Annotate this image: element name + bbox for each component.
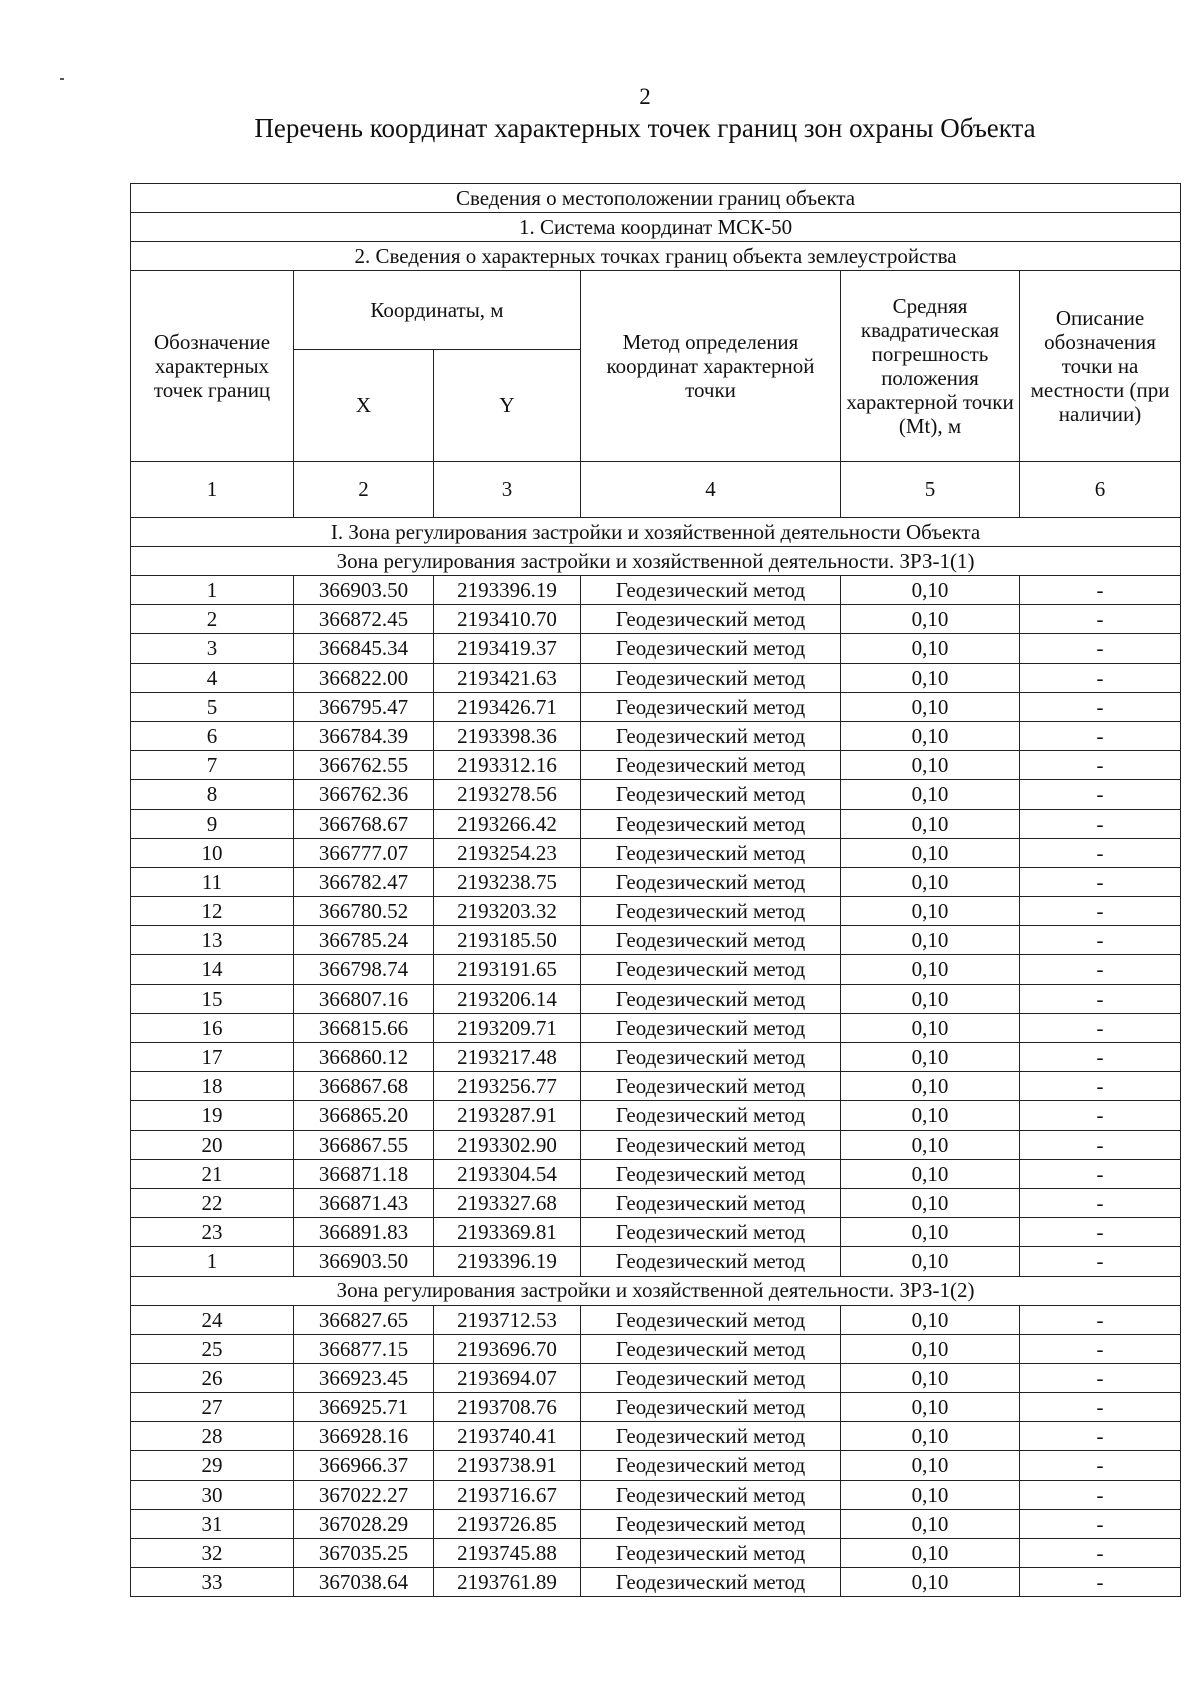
point-id: 12: [131, 897, 294, 926]
coord-x: 366966.37: [294, 1451, 434, 1480]
description: -: [1020, 926, 1181, 955]
mean-error: 0,10: [841, 1130, 1020, 1159]
table-row: [131, 1451, 1181, 1480]
description: -: [1020, 984, 1181, 1013]
description: -: [1020, 1159, 1181, 1188]
mean-error: 0,10: [841, 1363, 1020, 1392]
method: Геодезический метод: [581, 1568, 841, 1597]
col-number: 5: [841, 462, 1020, 518]
method: Геодезический метод: [581, 1159, 841, 1188]
description: -: [1020, 867, 1181, 896]
point-id: 16: [131, 1013, 294, 1042]
method: Геодезический метод: [581, 1509, 841, 1538]
coord-x: 366827.65: [294, 1305, 434, 1334]
method: Геодезический метод: [581, 1363, 841, 1392]
method: Геодезический метод: [581, 1247, 841, 1276]
zone-title: I. Зона регулирования застройки и хозяйственной деятельности Объекта: [131, 518, 1181, 547]
method: Геодезический метод: [581, 1539, 841, 1568]
method: Геодезический метод: [581, 838, 841, 867]
mean-error: 0,10: [841, 1159, 1020, 1188]
description: -: [1020, 1363, 1181, 1392]
point-id: 31: [131, 1509, 294, 1538]
coord-x: 366871.18: [294, 1159, 434, 1188]
table-row: [131, 867, 1181, 896]
coord-y: 2193254.23: [434, 838, 581, 867]
method: Геодезический метод: [581, 721, 841, 750]
coord-x: 366867.55: [294, 1130, 434, 1159]
coord-x: 367038.64: [294, 1568, 434, 1597]
description: -: [1020, 1130, 1181, 1159]
coord-y: 2193238.75: [434, 867, 581, 896]
table-row: [131, 1101, 1181, 1130]
coord-x: 366762.36: [294, 780, 434, 809]
point-id: 13: [131, 926, 294, 955]
table-row: [131, 838, 1181, 867]
description: -: [1020, 605, 1181, 634]
description: -: [1020, 721, 1181, 750]
description: -: [1020, 838, 1181, 867]
coord-x: 366815.66: [294, 1013, 434, 1042]
point-id: 18: [131, 1072, 294, 1101]
coord-x: 366867.68: [294, 1072, 434, 1101]
description: -: [1020, 1451, 1181, 1480]
coord-x: 366768.67: [294, 809, 434, 838]
col-y-header: Y: [434, 350, 581, 462]
method: Геодезический метод: [581, 984, 841, 1013]
coord-x: 367028.29: [294, 1509, 434, 1538]
coord-x: 366777.07: [294, 838, 434, 867]
page-title: Перечень координат характерных точек границ зон охраны Объекта: [254, 113, 1036, 143]
col-designation-header: Обозначение характерных точек границ: [131, 271, 294, 462]
coord-x: 366785.24: [294, 926, 434, 955]
table-row: [131, 926, 1181, 955]
method: Геодезический метод: [581, 897, 841, 926]
coord-y: 2193419.37: [434, 634, 581, 663]
description: -: [1020, 780, 1181, 809]
method: Геодезический метод: [581, 1422, 841, 1451]
point-id: 6: [131, 721, 294, 750]
col-method-header: Метод определения координат характерной точки: [581, 271, 841, 462]
description: -: [1020, 1305, 1181, 1334]
coord-y: 2193302.90: [434, 1130, 581, 1159]
description: -: [1020, 1072, 1181, 1101]
point-id: 17: [131, 1043, 294, 1072]
col-number: 1: [131, 462, 294, 518]
method: Геодезический метод: [581, 1188, 841, 1217]
coord-y: 2193745.88: [434, 1539, 581, 1568]
point-id: 10: [131, 838, 294, 867]
coord-y: 2193396.19: [434, 576, 581, 605]
point-id: 1: [131, 1247, 294, 1276]
mean-error: 0,10: [841, 721, 1020, 750]
method: Геодезический метод: [581, 780, 841, 809]
mean-error: 0,10: [841, 1188, 1020, 1217]
coord-x: 366807.16: [294, 984, 434, 1013]
point-id: 7: [131, 751, 294, 780]
coord-x: 366903.50: [294, 1247, 434, 1276]
method: Геодезический метод: [581, 1451, 841, 1480]
col-number: 4: [581, 462, 841, 518]
point-id: 2: [131, 605, 294, 634]
coord-y: 2193726.85: [434, 1509, 581, 1538]
coord-x: 366822.00: [294, 663, 434, 692]
coord-y: 2193203.32: [434, 897, 581, 926]
point-id: 3: [131, 634, 294, 663]
table-row: [131, 1247, 1181, 1276]
table-row: [131, 1130, 1181, 1159]
coord-x: 367035.25: [294, 1539, 434, 1568]
coord-x: 366780.52: [294, 897, 434, 926]
description: -: [1020, 751, 1181, 780]
coord-y: 2193696.70: [434, 1334, 581, 1363]
method: Геодезический метод: [581, 1218, 841, 1247]
coord-y: 2193716.67: [434, 1480, 581, 1509]
mean-error: 0,10: [841, 1480, 1020, 1509]
coord-y: 2193256.77: [434, 1072, 581, 1101]
coord-x: 366903.50: [294, 576, 434, 605]
col-coords-header: Координаты, м: [294, 271, 581, 350]
point-id: 33: [131, 1568, 294, 1597]
coord-x: 366784.39: [294, 721, 434, 750]
scan-speck: [60, 78, 64, 80]
mean-error: 0,10: [841, 1509, 1020, 1538]
mean-error: 0,10: [841, 1043, 1020, 1072]
description: -: [1020, 576, 1181, 605]
coord-x: 366871.43: [294, 1188, 434, 1217]
table-row: [131, 663, 1181, 692]
mean-error: 0,10: [841, 1568, 1020, 1597]
coord-y: 2193266.42: [434, 809, 581, 838]
method: Геодезический метод: [581, 605, 841, 634]
table-row: [131, 721, 1181, 750]
method: Геодезический метод: [581, 1305, 841, 1334]
mean-error: 0,10: [841, 809, 1020, 838]
col-x-header: X: [294, 350, 434, 462]
mean-error: 0,10: [841, 1013, 1020, 1042]
point-id: 26: [131, 1363, 294, 1392]
coord-y: 2193738.91: [434, 1451, 581, 1480]
point-id: 25: [131, 1334, 294, 1363]
description: -: [1020, 1334, 1181, 1363]
mean-error: 0,10: [841, 1334, 1020, 1363]
point-id: 20: [131, 1130, 294, 1159]
method: Геодезический метод: [581, 1334, 841, 1363]
coord-y: 2193694.07: [434, 1363, 581, 1392]
method: Геодезический метод: [581, 809, 841, 838]
mean-error: 0,10: [841, 955, 1020, 984]
coord-y: 2193304.54: [434, 1159, 581, 1188]
coord-x: 366891.83: [294, 1218, 434, 1247]
coord-x: 366782.47: [294, 867, 434, 896]
table-row: [131, 1305, 1181, 1334]
table-row: [131, 897, 1181, 926]
col-desc-header: Описание обозначения точки на местности (при наличии): [1020, 271, 1181, 462]
method: Геодезический метод: [581, 1072, 841, 1101]
table-row: [131, 984, 1181, 1013]
description: -: [1020, 692, 1181, 721]
table-row: [131, 634, 1181, 663]
coord-x: 366865.20: [294, 1101, 434, 1130]
col-number: 2: [294, 462, 434, 518]
header-location: Сведения о местоположении границ объекта: [131, 184, 1181, 213]
point-id: 32: [131, 1539, 294, 1568]
table-row: [131, 1422, 1181, 1451]
table-row: [131, 751, 1181, 780]
table-row: [131, 1509, 1181, 1538]
col-number: 3: [434, 462, 581, 518]
coord-y: 2193312.16: [434, 751, 581, 780]
mean-error: 0,10: [841, 605, 1020, 634]
subzone-title-row: [131, 547, 1181, 576]
coord-x: 366923.45: [294, 1363, 434, 1392]
table-row: [131, 1072, 1181, 1101]
method: Геодезический метод: [581, 751, 841, 780]
point-id: 30: [131, 1480, 294, 1509]
mean-error: 0,10: [841, 897, 1020, 926]
table-row: [131, 1218, 1181, 1247]
mean-error: 0,10: [841, 1072, 1020, 1101]
point-id: 15: [131, 984, 294, 1013]
mean-error: 0,10: [841, 926, 1020, 955]
coord-y: 2193421.63: [434, 663, 581, 692]
table-row: [131, 1334, 1181, 1363]
mean-error: 0,10: [841, 1451, 1020, 1480]
header-row-1: [131, 184, 1181, 213]
description: -: [1020, 1101, 1181, 1130]
mean-error: 0,10: [841, 1218, 1020, 1247]
point-id: 22: [131, 1188, 294, 1217]
point-id: 8: [131, 780, 294, 809]
coord-x: 366925.71: [294, 1393, 434, 1422]
description: -: [1020, 634, 1181, 663]
table-row: [131, 1159, 1181, 1188]
point-id: 14: [131, 955, 294, 984]
coord-y: 2193217.48: [434, 1043, 581, 1072]
coord-y: 2193287.91: [434, 1101, 581, 1130]
coord-x: 366795.47: [294, 692, 434, 721]
method: Геодезический метод: [581, 692, 841, 721]
description: -: [1020, 1043, 1181, 1072]
method: Геодезический метод: [581, 634, 841, 663]
method: Геодезический метод: [581, 663, 841, 692]
mean-error: 0,10: [841, 576, 1020, 605]
table-row: [131, 780, 1181, 809]
table-row: [131, 1393, 1181, 1422]
header-row-4: [131, 271, 1181, 350]
coord-y: 2193740.41: [434, 1422, 581, 1451]
mean-error: 0,10: [841, 1393, 1020, 1422]
method: Геодезический метод: [581, 867, 841, 896]
header-row-2: [131, 213, 1181, 242]
table-row: [131, 1539, 1181, 1568]
coord-y: 2193712.53: [434, 1305, 581, 1334]
col-error-header: Средняя квадратическая погрешность положения характерной точки (Mt), м: [841, 271, 1020, 462]
mean-error: 0,10: [841, 692, 1020, 721]
point-id: 9: [131, 809, 294, 838]
subzone-title: Зона регулирования застройки и хозяйственной деятельности. ЗРЗ-1(1): [131, 547, 1181, 576]
coord-y: 2193398.36: [434, 721, 581, 750]
method: Геодезический метод: [581, 926, 841, 955]
coord-y: 2193278.56: [434, 780, 581, 809]
coord-y: 2193708.76: [434, 1393, 581, 1422]
description: -: [1020, 1393, 1181, 1422]
mean-error: 0,10: [841, 867, 1020, 896]
method: Геодезический метод: [581, 576, 841, 605]
description: -: [1020, 1480, 1181, 1509]
mean-error: 0,10: [841, 780, 1020, 809]
table-row: [131, 1188, 1181, 1217]
point-id: 1: [131, 576, 294, 605]
mean-error: 0,10: [841, 1422, 1020, 1451]
description: -: [1020, 1422, 1181, 1451]
page-number: 2: [639, 84, 651, 109]
col-number: 6: [1020, 462, 1181, 518]
table-row: [131, 955, 1181, 984]
description: -: [1020, 1188, 1181, 1217]
zone-title-row: [131, 518, 1181, 547]
table-row: [131, 809, 1181, 838]
coord-x: 366872.45: [294, 605, 434, 634]
table-row: [131, 1043, 1181, 1072]
point-id: 27: [131, 1393, 294, 1422]
coord-y: 2193426.71: [434, 692, 581, 721]
coord-x: 366928.16: [294, 1422, 434, 1451]
coord-x: 366798.74: [294, 955, 434, 984]
mean-error: 0,10: [841, 1305, 1020, 1334]
point-id: 11: [131, 867, 294, 896]
method: Геодезический метод: [581, 955, 841, 984]
method: Геодезический метод: [581, 1013, 841, 1042]
table-row: [131, 605, 1181, 634]
coord-y: 2193327.68: [434, 1188, 581, 1217]
coord-y: 2193185.50: [434, 926, 581, 955]
method: Геодезический метод: [581, 1393, 841, 1422]
mean-error: 0,10: [841, 1539, 1020, 1568]
method: Геодезический метод: [581, 1480, 841, 1509]
subzone-title-row: [131, 1276, 1181, 1305]
description: -: [1020, 1013, 1181, 1042]
coord-y: 2193410.70: [434, 605, 581, 634]
description: -: [1020, 809, 1181, 838]
point-id: 19: [131, 1101, 294, 1130]
coord-y: 2193396.19: [434, 1247, 581, 1276]
method: Геодезический метод: [581, 1101, 841, 1130]
coord-x: 366845.34: [294, 634, 434, 663]
table-row: [131, 1363, 1181, 1392]
coord-y: 2193761.89: [434, 1568, 581, 1597]
mean-error: 0,10: [841, 838, 1020, 867]
description: -: [1020, 897, 1181, 926]
point-id: 4: [131, 663, 294, 692]
method: Геодезический метод: [581, 1043, 841, 1072]
coord-x: 367022.27: [294, 1480, 434, 1509]
mean-error: 0,10: [841, 1101, 1020, 1130]
point-id: 23: [131, 1218, 294, 1247]
mean-error: 0,10: [841, 663, 1020, 692]
coord-y: 2193369.81: [434, 1218, 581, 1247]
point-id: 29: [131, 1451, 294, 1480]
description: -: [1020, 1247, 1181, 1276]
description: -: [1020, 663, 1181, 692]
coord-y: 2193209.71: [434, 1013, 581, 1042]
method: Геодезический метод: [581, 1130, 841, 1159]
coordinates-table: [130, 183, 1181, 1597]
point-id: 5: [131, 692, 294, 721]
mean-error: 0,10: [841, 1247, 1020, 1276]
table-row: [131, 1013, 1181, 1042]
description: -: [1020, 1218, 1181, 1247]
point-id: 21: [131, 1159, 294, 1188]
header-points-info: 2. Сведения о характерных точках границ объекта землеустройства: [131, 242, 1181, 271]
point-id: 28: [131, 1422, 294, 1451]
mean-error: 0,10: [841, 634, 1020, 663]
mean-error: 0,10: [841, 751, 1020, 780]
header-coordinate-system: 1. Система координат МСК-50: [131, 213, 1181, 242]
coord-x: 366860.12: [294, 1043, 434, 1072]
description: -: [1020, 1539, 1181, 1568]
description: -: [1020, 955, 1181, 984]
column-numbers-row: [131, 462, 1181, 518]
description: -: [1020, 1509, 1181, 1538]
point-id: 24: [131, 1305, 294, 1334]
table-row: [131, 576, 1181, 605]
coord-y: 2193191.65: [434, 955, 581, 984]
subzone-title: Зона регулирования застройки и хозяйственной деятельности. ЗРЗ-1(2): [131, 1276, 1181, 1305]
coord-x: 366877.15: [294, 1334, 434, 1363]
table-row: [131, 1480, 1181, 1509]
coord-y: 2193206.14: [434, 984, 581, 1013]
table-row: [131, 1568, 1181, 1597]
table-row: [131, 692, 1181, 721]
coord-x: 366762.55: [294, 751, 434, 780]
header-row-3: [131, 242, 1181, 271]
mean-error: 0,10: [841, 984, 1020, 1013]
description: -: [1020, 1568, 1181, 1597]
